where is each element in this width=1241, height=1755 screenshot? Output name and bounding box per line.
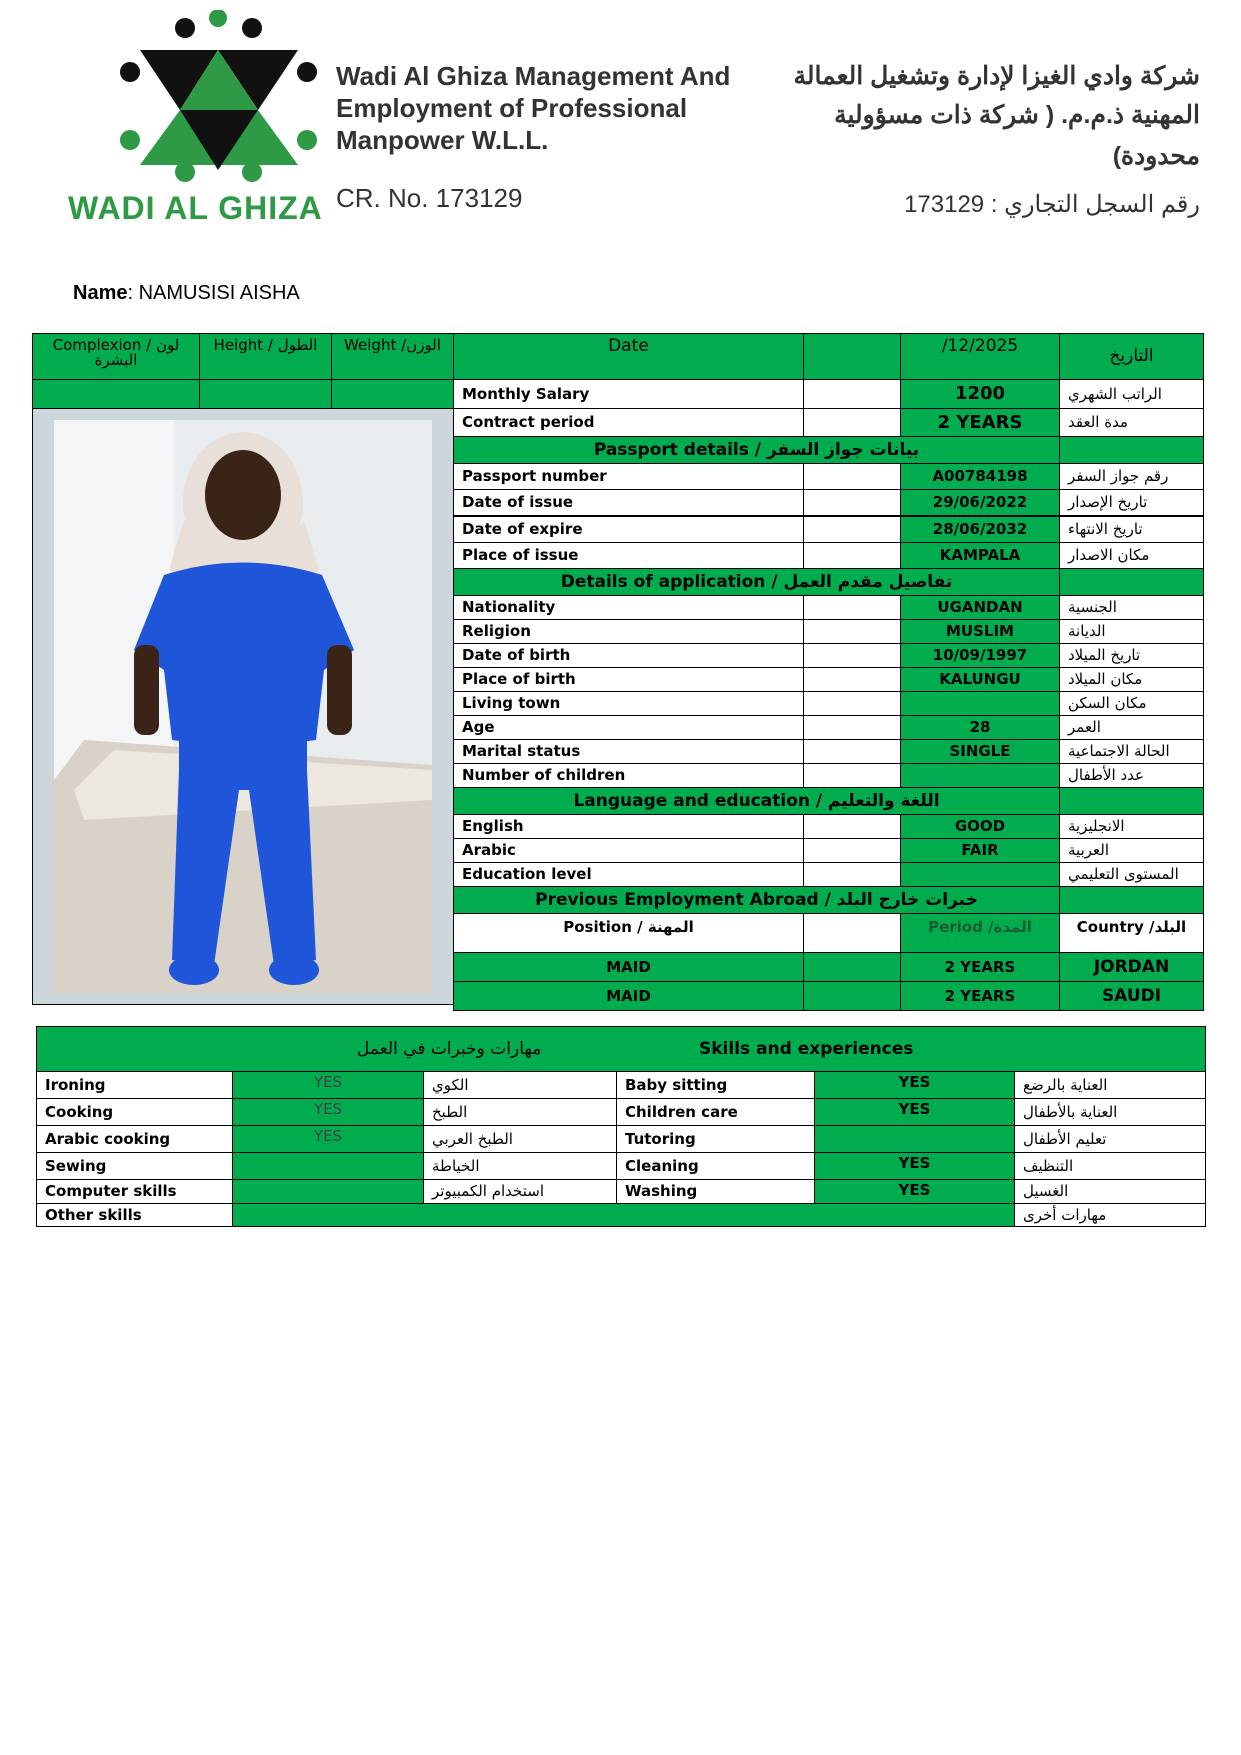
height-value bbox=[199, 379, 332, 409]
passport-row-3-label: Place of issue bbox=[453, 542, 804, 569]
company-name-ar-3: محدودة) bbox=[1112, 142, 1200, 170]
application-row-0-spacer bbox=[803, 595, 901, 620]
skill-right-label-ar-0: العناية بالرضع bbox=[1014, 1071, 1206, 1099]
application-row-3-label-ar: مكان الميلاد bbox=[1059, 667, 1204, 692]
passport-row-0-label: Passport number bbox=[453, 463, 804, 490]
skill-left-label-0: Ironing bbox=[36, 1071, 233, 1099]
language-row-1-value: FAIR bbox=[900, 838, 1060, 863]
application-row-7-spacer bbox=[803, 763, 901, 788]
skill-left-label-3: Sewing bbox=[36, 1152, 233, 1180]
other-skills-label: Other skills bbox=[36, 1203, 233, 1227]
language-row-2-label: Education level bbox=[453, 862, 804, 887]
application-row-0-label-ar: الجنسية bbox=[1059, 595, 1204, 620]
application-row-5-label-ar: العمر bbox=[1059, 715, 1204, 740]
language-row-1-spacer bbox=[803, 838, 901, 863]
employment-position-1: MAID bbox=[453, 981, 804, 1011]
complexion-header: Complexion / لون البشرة bbox=[32, 333, 200, 380]
application-row-1-label-ar: الديانة bbox=[1059, 619, 1204, 644]
skill-right-label-ar-3: التنظيف bbox=[1014, 1152, 1206, 1180]
passport-row-2-spacer bbox=[803, 516, 901, 543]
contract-label-ar: مدة العقد bbox=[1059, 408, 1204, 437]
letterhead bbox=[40, 5, 1200, 250]
contract-spacer bbox=[803, 408, 901, 437]
logo-wordmark: WADI AL GHIZA bbox=[68, 190, 323, 226]
salary-spacer bbox=[803, 379, 901, 409]
language-row-0-label: English bbox=[453, 814, 804, 839]
date-label: Date bbox=[453, 333, 804, 380]
name-label: Name bbox=[73, 282, 128, 304]
skill-left-value-1: YES bbox=[232, 1098, 424, 1126]
photo-frame bbox=[32, 408, 454, 1005]
skill-left-value-2: YES bbox=[232, 1125, 424, 1153]
applicant-name bbox=[73, 282, 300, 305]
skill-left-label-ar-3: الخياطة bbox=[423, 1152, 617, 1180]
skill-right-value-1: YES bbox=[814, 1098, 1015, 1126]
salary-value: 1200 bbox=[900, 379, 1060, 409]
application-heading-end bbox=[1059, 568, 1204, 596]
skill-right-label-2: Tutoring bbox=[616, 1125, 815, 1153]
skill-right-label-4: Washing bbox=[616, 1179, 815, 1204]
skill-left-label-ar-1: الطبخ bbox=[423, 1098, 617, 1126]
skills-heading-ar: مهارات وخبرات في العمل bbox=[357, 1039, 542, 1059]
application-row-3-spacer bbox=[803, 667, 901, 692]
application-row-2-label: Date of birth bbox=[453, 643, 804, 668]
skill-right-value-0: YES bbox=[814, 1071, 1015, 1099]
application-row-0-label: Nationality bbox=[453, 595, 804, 620]
passport-heading-end bbox=[1059, 436, 1204, 464]
skill-left-label-ar-2: الطبخ العربي bbox=[423, 1125, 617, 1153]
cr-number-ar: رقم السجل التجاري : 173129 bbox=[904, 191, 1200, 218]
language-row-1-label-ar: العربية bbox=[1059, 838, 1204, 863]
language-heading-end bbox=[1059, 787, 1204, 815]
passport-row-3-value: KAMPALA bbox=[900, 542, 1060, 569]
cr-number-en: CR. No. 173129 bbox=[336, 183, 523, 213]
contract-value: 2 YEARS bbox=[900, 408, 1060, 437]
employment-country-1: SAUDI bbox=[1059, 981, 1204, 1011]
passport-row-1-label: Date of issue bbox=[453, 489, 804, 516]
skill-right-label-1: Children care bbox=[616, 1098, 815, 1126]
other-skills-label-ar: مهارات أخرى bbox=[1014, 1203, 1206, 1227]
application-row-6-value: SINGLE bbox=[900, 739, 1060, 764]
passport-row-2-label: Date of expire bbox=[453, 516, 804, 543]
salary-label: Monthly Salary bbox=[453, 379, 804, 409]
employment-heading: Previous Employment Abroad / خبرات خارج البلد bbox=[453, 886, 1060, 914]
company-name-line-2: Employment of Professional bbox=[336, 93, 688, 123]
application-row-6-label: Marital status bbox=[453, 739, 804, 764]
passport-row-2-value: 28/06/2032 bbox=[900, 516, 1060, 543]
employment-heading-end bbox=[1059, 886, 1204, 914]
application-row-4-value bbox=[900, 691, 1060, 716]
language-row-0-spacer bbox=[803, 814, 901, 839]
application-row-6-spacer bbox=[803, 739, 901, 764]
passport-row-3-spacer bbox=[803, 542, 901, 569]
passport-row-0-label-ar: رقم جواز السفر bbox=[1059, 463, 1204, 490]
application-row-7-label-ar: عدد الأطفال bbox=[1059, 763, 1204, 788]
weight-header: Weight /الوزن bbox=[331, 333, 454, 380]
skill-right-value-4: YES bbox=[814, 1179, 1015, 1204]
country-header: Country /البلد bbox=[1059, 913, 1204, 953]
passport-row-3-label-ar: مكان الاصدار bbox=[1059, 542, 1204, 569]
employment-spacer-1 bbox=[803, 981, 901, 1011]
skill-left-value-3 bbox=[232, 1152, 424, 1180]
application-row-4-label-ar: مكان السكن bbox=[1059, 691, 1204, 716]
language-row-2-value bbox=[900, 862, 1060, 887]
employment-country-0: JORDAN bbox=[1059, 952, 1204, 982]
position-header-spacer bbox=[803, 913, 901, 953]
application-row-3-label: Place of birth bbox=[453, 667, 804, 692]
name-value: : NAMUSISI AISHA bbox=[127, 282, 300, 304]
application-row-1-label: Religion bbox=[453, 619, 804, 644]
application-row-5-spacer bbox=[803, 715, 901, 740]
weight-value bbox=[331, 379, 454, 409]
application-row-5-label: Age bbox=[453, 715, 804, 740]
passport-row-1-spacer bbox=[803, 489, 901, 516]
date-value: /12/2025 bbox=[900, 333, 1060, 380]
language-heading: Language and education / اللغة والتعليم bbox=[453, 787, 1060, 815]
skill-left-label-1: Cooking bbox=[36, 1098, 233, 1126]
skill-left-label-ar-0: الكوي bbox=[423, 1071, 617, 1099]
applicant-photo bbox=[54, 420, 432, 993]
skill-right-label-0: Baby sitting bbox=[616, 1071, 815, 1099]
other-skills-value bbox=[232, 1203, 1015, 1227]
application-row-0-value: UGANDAN bbox=[900, 595, 1060, 620]
company-logo bbox=[110, 10, 330, 190]
skill-left-value-0: YES bbox=[232, 1071, 424, 1099]
skill-right-label-ar-2: تعليم الأطفال bbox=[1014, 1125, 1206, 1153]
salary-label-ar: الراتب الشهري bbox=[1059, 379, 1204, 409]
company-name-ar-1: شركة وادي الغيزا لإدارة وتشغيل العمالة bbox=[793, 62, 1200, 90]
skill-right-value-3: YES bbox=[814, 1152, 1015, 1180]
skill-right-label-3: Cleaning bbox=[616, 1152, 815, 1180]
passport-row-0-spacer bbox=[803, 463, 901, 490]
skill-left-label-2: Arabic cooking bbox=[36, 1125, 233, 1153]
company-name-ar-2: المهنية ذ.م.م. ( شركة ذات مسؤولية bbox=[834, 101, 1200, 129]
passport-row-1-value: 29/06/2022 bbox=[900, 489, 1060, 516]
language-row-2-spacer bbox=[803, 862, 901, 887]
company-name-line-3: Manpower W.L.L. bbox=[336, 125, 549, 155]
language-row-1-label: Arabic bbox=[453, 838, 804, 863]
application-row-1-value: MUSLIM bbox=[900, 619, 1060, 644]
application-row-7-value bbox=[900, 763, 1060, 788]
employment-period-0: 2 YEARS bbox=[900, 952, 1060, 982]
position-header: Position / المهنة bbox=[453, 913, 804, 953]
language-row-0-label-ar: الانجليزية bbox=[1059, 814, 1204, 839]
application-row-3-value: KALUNGU bbox=[900, 667, 1060, 692]
application-row-4-spacer bbox=[803, 691, 901, 716]
application-row-7-label: Number of children bbox=[453, 763, 804, 788]
period-header: Period /المدة bbox=[900, 913, 1060, 953]
application-row-5-value: 28 bbox=[900, 715, 1060, 740]
skill-left-label-ar-4: استخدام الكمبيوتر bbox=[423, 1179, 617, 1204]
application-heading: Details of application / تفاصيل مقدم العمل bbox=[453, 568, 1060, 596]
language-row-0-value: GOOD bbox=[900, 814, 1060, 839]
passport-row-2-label-ar: تاريخ الانتهاء bbox=[1059, 516, 1204, 543]
skills-heading bbox=[36, 1026, 1206, 1072]
complexion-value bbox=[32, 379, 200, 409]
height-header: Height / الطول bbox=[199, 333, 332, 380]
passport-row-1-label-ar: تاريخ الإصدار bbox=[1059, 489, 1204, 516]
application-row-2-spacer bbox=[803, 643, 901, 668]
passport-row-0-value: A00784198 bbox=[900, 463, 1060, 490]
passport-heading: Passport details / بيانات جواز السفر bbox=[453, 436, 1060, 464]
application-row-1-spacer bbox=[803, 619, 901, 644]
date-empty bbox=[803, 333, 901, 380]
skill-right-value-2 bbox=[814, 1125, 1015, 1153]
application-row-2-label-ar: تاريخ الميلاد bbox=[1059, 643, 1204, 668]
contract-label: Contract period bbox=[453, 408, 804, 437]
employment-spacer-0 bbox=[803, 952, 901, 982]
application-row-4-label: Living town bbox=[453, 691, 804, 716]
date-label-ar: التاريخ bbox=[1059, 333, 1204, 380]
application-row-6-label-ar: الحالة الاجتماعية bbox=[1059, 739, 1204, 764]
skill-left-label-4: Computer skills bbox=[36, 1179, 233, 1204]
employment-position-0: MAID bbox=[453, 952, 804, 982]
skills-heading-en: Skills and experiences bbox=[699, 1039, 914, 1059]
skill-right-label-ar-1: العناية بالأطفال bbox=[1014, 1098, 1206, 1126]
application-row-2-value: 10/09/1997 bbox=[900, 643, 1060, 668]
employment-period-1: 2 YEARS bbox=[900, 981, 1060, 1011]
skill-left-value-4 bbox=[232, 1179, 424, 1204]
language-row-2-label-ar: المستوى التعليمي bbox=[1059, 862, 1204, 887]
company-name-line-1: Wadi Al Ghiza Management And bbox=[336, 61, 731, 91]
skill-right-label-ar-4: الغسيل bbox=[1014, 1179, 1206, 1204]
